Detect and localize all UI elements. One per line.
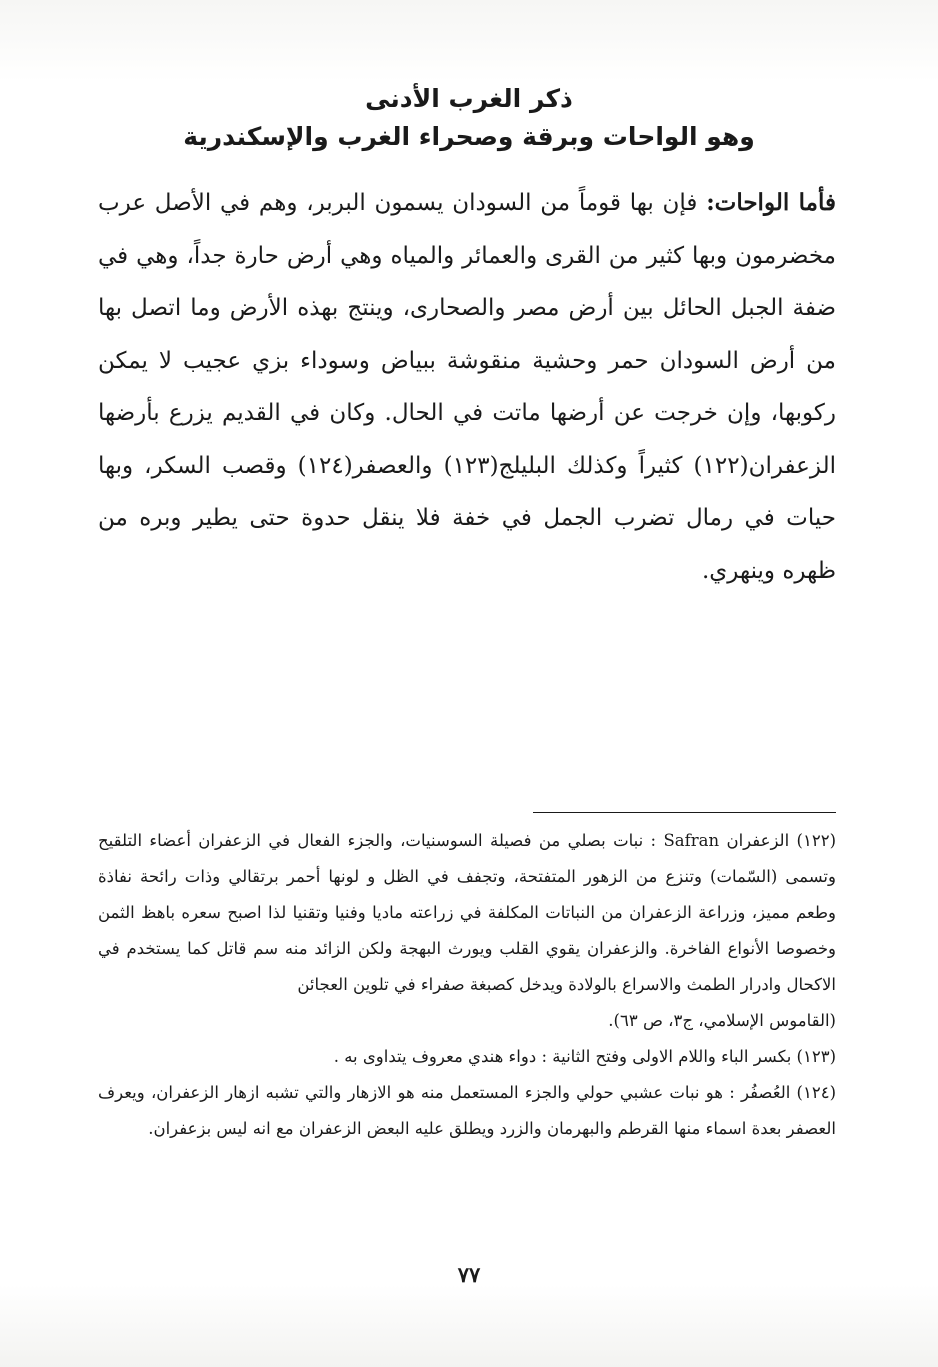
page-number: ٧٧	[457, 1262, 481, 1287]
footnote-122-citation: (القاموس الإسلامي، ج٣، ص ٦٣).	[608, 1011, 836, 1030]
paragraph-lead: فأما الواحات:	[706, 189, 836, 216]
chapter-title: ذكر الغرب الأدنى	[365, 84, 573, 113]
footnote-124: (١٢٤) العُصفُر : هو نبات عشبي حولي والجزء المستعمل منه هو الازهار والتي تشبه ازهار الزعفران، ويعرف العصفر بعدة اسماء منها القرطم والبهرمان والزرد ويطلق عليه البعض الزعفران مع انه ليس بزعفران.	[98, 1083, 836, 1138]
paragraph-text: فإن بها قوماً من السودان يسمون البربر، وهم في الأصل عرب مخضرمون وبها كثير من القرى والعمائر والمياه وهي أرض حارة جداً، وهي في ضفة الجبل الحائل بين أرض مصر والصحارى، وينتج بهذه الأرض وما اتصل بها من أرض السودان حمر وحشية منقوشة ببياض وسوداء بزي عجيب لا يمكن ركوبها، وإن خرجت عن أرضها ماتت في الحال. وكان في القديم يزرع بأرضها الزعفران(١٢٢) كثيراً وكذلك البليلج(١٢٣) والعصفر(١٢٤) وقصب السكر، وبها حيات في رمال تضرب الجمل في خفة فلا ينقل حدوة حتى يطير وبره من ظهره وينهري.	[98, 190, 836, 584]
footnote-separator	[533, 812, 836, 813]
chapter-subtitle: وهو الواحات وبرقة وصحراء الغرب والإسكندرية	[183, 122, 755, 151]
footnote-123: (١٢٣) بكسر الباء واللام الاولى وفتح الثانية : دواء هندي معروف يتداوى به .	[333, 1047, 836, 1066]
chapter-heading	[80, 80, 858, 156]
footnotes-section	[98, 823, 836, 1147]
footnote-122: (١٢٢) الزعفران Safran : نبات بصلي من فصيلة السوسنيات، والجزء الفعال في الزعفران أعضاء التلقيح وتسمى (السّمات) وتنزع من الزهور المتفتحة، وتجفف في الظل و لونها أحمر برتقالي وذات رائحة نفاذة وطعم مميز، وزراعة الزعفران من النباتات المكلفة في زراعته ماديا وفنيا وتقنيا لذا اصبح سعره باهظ الثمن وخصوصا الأنواع الفاخرة. والزعفران يقوي القلب ويورث البهجة ولكن الزائد منه سم قاتل كما يستخدم في الاكحال وادرار الطمث والاسراع بالولادة ويدخل كصبغة صفراء في تلوين العجائن	[98, 831, 836, 994]
main-paragraph	[98, 177, 836, 597]
